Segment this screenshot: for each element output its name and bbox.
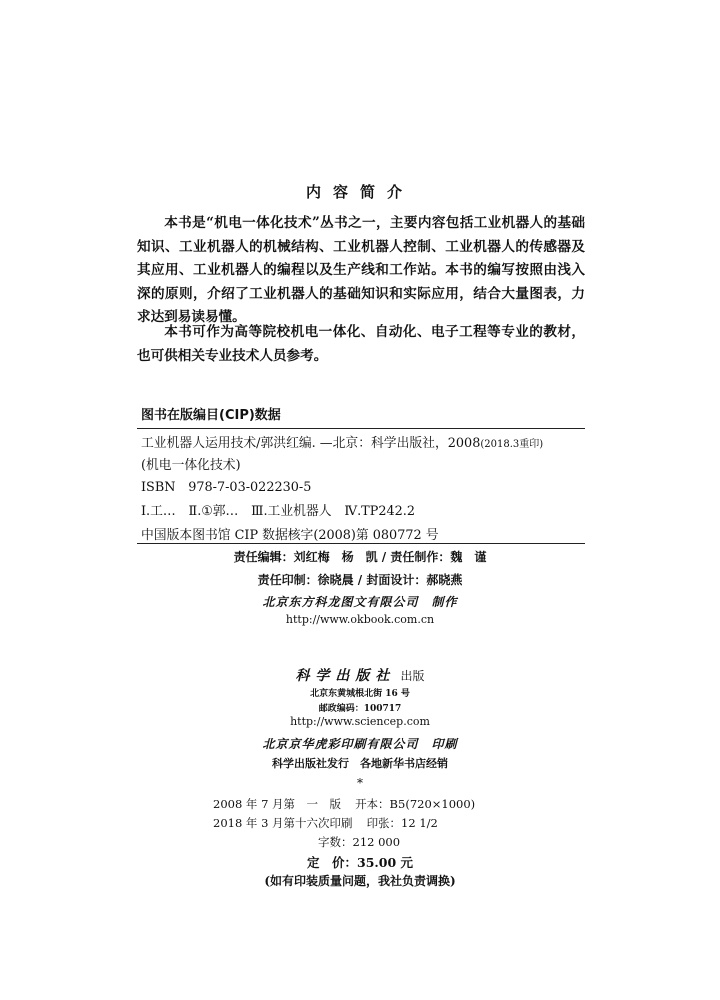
cip-series-line: (机电一体化技术) bbox=[141, 458, 241, 473]
summary-paragraph-2: 本书可作为高等院校机电一体化、自动化、电子工程等专业的教材，也可供相关专业技术人员参考。 bbox=[137, 324, 585, 364]
cip-top-rule bbox=[137, 428, 585, 429]
publisher-address: 北京东黄城根北街 16 号 bbox=[310, 689, 410, 699]
cip-number-line: 中国版本图书馆 CIP 数据核字(2008)第 080772 号 bbox=[141, 528, 439, 543]
spec-printing-line bbox=[213, 815, 438, 831]
publisher-postcode: 邮政编码：100717 bbox=[318, 704, 402, 714]
page-title: 内容简介 bbox=[305, 183, 414, 201]
credits-print-design: 责任印制：徐晓晨 / 封面设计：郝晓燕 bbox=[257, 573, 463, 587]
spec-words: 字数：212 000 bbox=[318, 835, 401, 849]
credits-producer: 北京东方科龙图文有限公司 制作 bbox=[262, 595, 458, 609]
cip-reprint-note: (2018.3重印) bbox=[480, 439, 544, 450]
summary-paragraph-1: 本书是“机电一体化技术”丛书之一，主要内容包括工业机器人的基础知识、工业机器人的机械结构、工业机器人控制、工业机器人的传感器及其应用、工业机器人的编程以及生产线和工作站。本书的编写按照由浅入深的原则，介绍了工业机器人的基础知识和实际应用，结合大量图表，力求达到易读易懂。 bbox=[137, 215, 585, 325]
credits-producer-url: http://www.okbook.com.cn bbox=[285, 613, 435, 626]
spec-price: 定 价：35.00 元 bbox=[307, 855, 413, 870]
credits-editors: 责任编辑：刘红梅 杨 凯 / 责任制作：魏 谨 bbox=[233, 550, 487, 564]
spec-printing: 2018 年 3 月第十六次印刷 bbox=[213, 816, 353, 830]
publisher-name: 科学出版社 bbox=[295, 668, 396, 684]
cip-heading: 图书在版编目(CIP)数据 bbox=[141, 408, 281, 423]
spec-edition: 2008 年 7 月第 一 版 bbox=[213, 797, 342, 811]
cip-bottom-rule bbox=[137, 543, 585, 544]
distribution-line: 科学出版社发行 各地新华书店经销 bbox=[272, 757, 448, 770]
separator-star: * bbox=[357, 776, 363, 790]
spec-edition-line bbox=[213, 796, 475, 812]
cip-title-main: 工业机器人运用技术/郭洪红编. —北京：科学出版社，2008 bbox=[141, 436, 481, 451]
spec-sheets: 印张：12 1/2 bbox=[366, 816, 438, 830]
cip-classification-line: Ⅰ.工… Ⅱ.①郭… Ⅲ.工业机器人 Ⅳ.TP242.2 bbox=[141, 504, 415, 519]
publisher-line bbox=[0, 665, 720, 685]
cip-isbn-line: ISBN 978-7-03-022230-5 bbox=[141, 480, 312, 495]
cip-title-line bbox=[141, 432, 543, 451]
publisher-suffix: 出版 bbox=[400, 669, 425, 683]
publisher-url: http://www.sciencep.com bbox=[290, 715, 430, 728]
spec-notice: (如有印装质量问题，我社负责调换) bbox=[264, 874, 456, 888]
printer-line: 北京京华虎彩印刷有限公司 印刷 bbox=[262, 737, 458, 751]
spec-format: 开本：B5(720×1000) bbox=[355, 797, 476, 811]
